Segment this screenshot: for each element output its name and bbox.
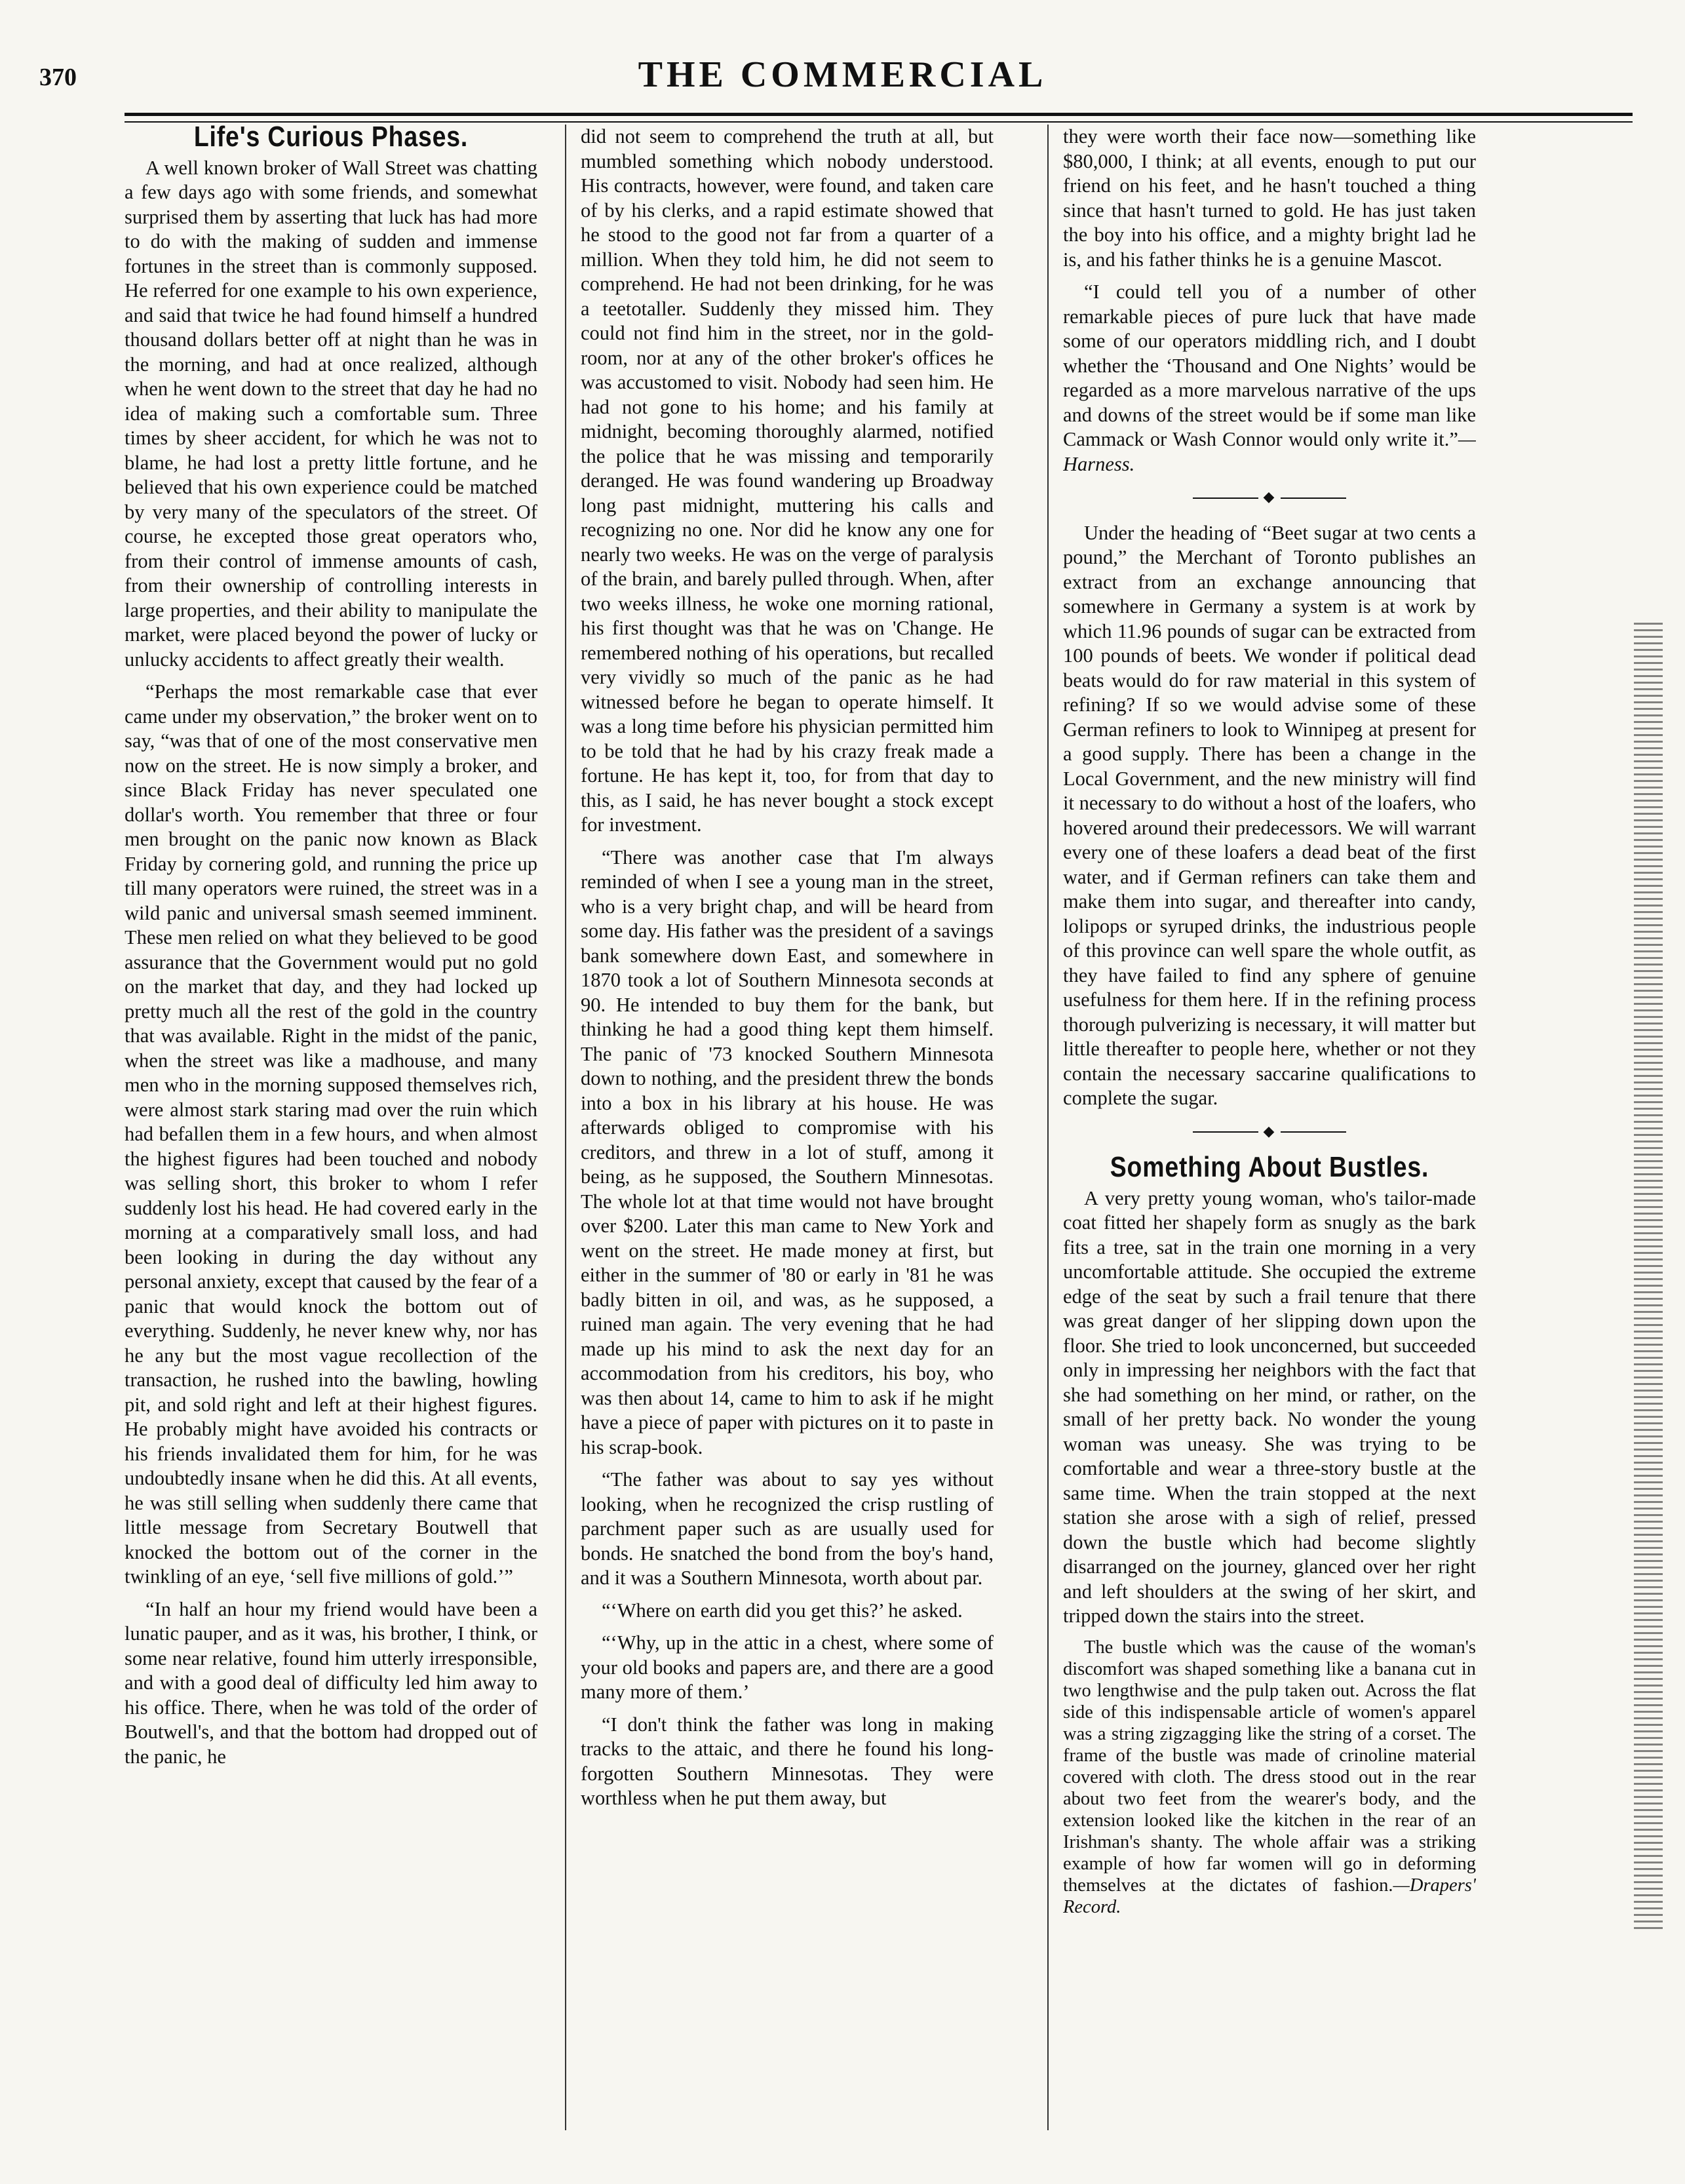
page-number: 370 <box>39 64 77 91</box>
article-credit: —Drapers' Record. <box>1063 1875 1476 1917</box>
article-title: Something About Bustles. <box>1110 1151 1429 1183</box>
section-divider: ◆ <box>1063 484 1476 509</box>
masthead: THE COMMERCIAL <box>638 54 1047 95</box>
column-divider <box>565 125 566 2130</box>
paragraph-text: The bustle which was the cause of the woman's discomfort was shaped something like a banana cut in two lengthwise and the pulp taken out. Across the flat side of this indispensable article of women's apparel was a string zigzagging like the string of a corset. The frame of the bustle was made of crinoline material covered with cloth. The dress stood out in the rear about two feet from the wearer's body, and the extension looked like the kitchen in the rear of an Irishman's shanty. The whole affair was a striking example of how far women will go in deforming themselves at the dictates of fashion. <box>1063 1637 1476 1896</box>
paragraph: did not seem to comprehend the truth at all, but mumbled something which nobody understood. His contracts, however, were found, and taken care of by his clerks, and a rapid estimate showed that he stood to the good not far from a quarter of a million. When they told him, he did not seem to comprehend. He had not been drinking, for he was a teetotaller. Suddenly they missed him. They could not find him in the street, nor in the gold-room, nor at any of the other broker's offices he was accustomed to visit. Nobody had seen him. He had not gone to his home; and his family at midnight, becoming thoroughly alarmed, notified the police that he was missing and temporarily deranged. He was found wandering up Broadway long past midnight, muttering his calls and recognizing no one. Nor did he know any one for nearly two weeks. He was on the verge of paralysis of the brain, and barely pulled through. When, after two weeks illness, he woke one morning rational, his first thought was that he was on 'Change. He remembered nothing of his operations, but recalled very vividly so much of the panic as he had witnessed before he began to operate himself. It was a long time before his physician permitted him to be told that he had by his crazy freak made a fortune. He has kept it, too, for from that day to this, as I said, he has never bought a stock except for investment. <box>581 125 994 836</box>
paragraph: they were worth their face now—something like $80,000, I think; at all events, enough to put our friend on his feet, and he hasn't touched a thing since that hasn't turned to gold. He has just taken the boy into his office, and a mighty bright lad he is, and his father thinks he is a genuine Mascot. <box>1063 125 1476 271</box>
scan-edge-artifact <box>1634 623 1663 1934</box>
paragraph-text: “I could tell you of a number of other remarkable pieces of pure luck that have made some of our operators middling rich, and I doubt whether the ‘Thousand and One Nights’ would be regarded as a more marvelous narrative of the ups and downs of the street would be if some man like Cammack or Wash Connor would only write it.” <box>1063 281 1476 450</box>
paragraph: “In half an hour my friend would have been a lunatic pauper, and as it was, his brother, I think, or some near relative, found him utterly irresponsible, and with a good deal of difficulty led him away to his office. There, when he was told of the order of Boutwell's, and that the bottom had dropped out of the panic, he <box>125 1597 537 1768</box>
masthead-rule <box>125 113 1633 123</box>
section-divider: ◆ <box>1063 1119 1476 1144</box>
paragraph: “‘Why, up in the attic in a chest, where some of your old books and papers are, and there are a good many more of them.’ <box>581 1631 994 1703</box>
column-2 <box>581 125 994 2130</box>
column-1 <box>125 125 537 2130</box>
column-3 <box>1063 125 1476 2130</box>
paragraph: “There was another case that I'm always reminded of when I see a young man in the street, who is a very bright chap, and will be heard from some day. His father was the president of a savings bank somewhere down East, and somewhere in 1870 took a lot of Southern Minnesota seconds at 90. He intended to buy them for the bank, but thinking he had a good thing kept them himself. The panic of '73 knocked Southern Minnesota down to nothing, and the president threw the bonds into a box in his library at his house. He was afterwards obliged to compromise with his creditors, and threw in a lot of stuff, among it being, as he supposed, the Southern Minnesotas. The whole lot at that time would not have brought over $200. Later this man came to New York and went on the street. He made money at first, but either in the summer of '80 or early in '81 he was badly bitten in oil, and was, as he supposed, a ruined man again. The very evening that he had made up his mind to ask the next day for an accommodation from his creditors, his boy, who was then about 14, came to him to ask if he might have a piece of paper with pictures on it to paste in his scrap-book. <box>581 846 994 1458</box>
paragraph: “Perhaps the most remarkable case that ever came under my observation,” the broker went on to say, “was that of one of the most conservative men now on the street. He is now simply a broker, and since Black Friday has never speculated one dollar's worth. You remember that three or four men brought on the panic now known as Black Friday by cornering gold, and running the price up till many operators were ruined, the street was in a wild panic and universal smash seemed imminent. These men relied on what they believed to be good assurance that the Government would put no gold on the market that day, and they had locked up pretty much all the rest of the gold in the country that was available. Right in the midst of the panic, when the street was like a madhouse, and many men who in the morning supposed themselves rich, were almost stark staring mad over the ruin which had befallen them in a few hours, and when almost the highest figures had been touched and nobody was selling short, this broker to whom I refer suddenly lost his head. He had covered early in the morning at a comparatively small loss, and had been looking in during the day without any personal anxiety, except that caused by the fear of a panic that would knock the bottom out of everything. Suddenly, he never knew why, nor has he any but the most vague recollection of the transaction, he rushed into the bawling, howling pit, and sold right and left at their highest figures. He probably might have avoided his contracts or his friends invalidated them for him, for he was undoubtedly insane when he did this. At all events, he was still selling when suddenly there came that little message from Secretary Boutwell that knocked the bottom out of the corner in the twinkling of an eye, ‘sell five millions of gold.’” <box>125 680 537 1588</box>
paragraph <box>1063 1637 1476 1918</box>
paragraph: A very pretty young woman, who's tailor-made coat fitted her shapely form as snugly as the bark fits a tree, sat in the train one morning in a very uncomfortable attitude. She occupied the extreme edge of the seat by such a frail tenure that there was great danger of her slipping down upon the floor. She tried to look unconcerned, but succeeded only in impressing her neighbors with the fact that she had something on her mind, or rather, on the small of her pretty back. No wonder the young woman was uneasy. She was trying to be comfortable and wear a three-story bustle at the same time. When the train stopped at the next station she arose with a sigh of relief, pressed down the bustle which had become slightly disarranged on the journey, glanced over her right and left shoulders at the swing of her skirt, and tripped down the stairs into the street. <box>1063 1186 1476 1627</box>
paragraph: “‘Where on earth did you get this?’ he asked. <box>602 1599 963 1622</box>
article-credit: —Harness. <box>1063 428 1476 475</box>
article-title: Life's Curious Phases. <box>193 125 469 153</box>
paragraph: Under the heading of “Beet sugar at two cents a pound,” the Merchant of Toronto publishes an extract from an exchange announcing that somewhere in Germany a system is at work by which 11.96 pounds of sugar can be extracted from 100 pounds of beets. We wonder if political dead beats would do for raw material in this system of refining? If so we would advise some of these German refiners to look to Winnipeg at present for a good supply. There has been a change in the Local Government, and the new ministry will find it necessary to do without a host of the loafers, who hovered around their predecessors. We will warrant every one of these loafers a dead beat of the first water, and if German refiners can take them and make them into sugar, and thereafter into candy, lolipops or syruped drinks, the industrious people of this province can well spare the whole outfit, as they have failed to find any sphere of genuine usefulness for them here. If in the refining process thorough pulverizing is necessary, it will matter but little thereafter to people here, whether or not they contain the necessary saccarine qualifications to complete the sugar. <box>1063 521 1476 1109</box>
column-divider <box>1047 125 1049 2130</box>
paragraph: “I don't think the father was long in making tracks to the attaic, and there he found his long-forgotten Southern Minnesotas. They were worthless when he put them away, but <box>581 1713 994 1809</box>
paragraph <box>1063 280 1476 477</box>
paragraph: “The father was about to say yes without looking, when he recognized the crisp rustling of parchment paper such as are usually used for bonds. He snatched the bond from the boy's hand, and it was a Southern Minnesota, worth about par. <box>581 1468 994 1589</box>
paragraph: A well known broker of Wall Street was chatting a few days ago with some friends, and somewhat surprised them by asserting that luck has had more to do with the making of sudden and immense fortunes in the street than is commonly supposed. He referred for one example to his own experience, and said that twice he had found himself a hundred thousand dollars better off at night than he was in the morning, and had at once realized, although when he went down to the street that day he had no idea of making such a comfortable sum. Three times by sheer accident, for which he was not to blame, he had lost a pretty little fortune, and he believed that his own experience could be matched by very many of the speculators of the street. Of course, he excepted those great operators who, from their control of immense amounts of cash, from their ownership of controlling interests in large properties, and their ability to manipulate the market, were placed beyond the power of lucky or unlucky accidents to affect greatly their wealth. <box>125 156 537 671</box>
